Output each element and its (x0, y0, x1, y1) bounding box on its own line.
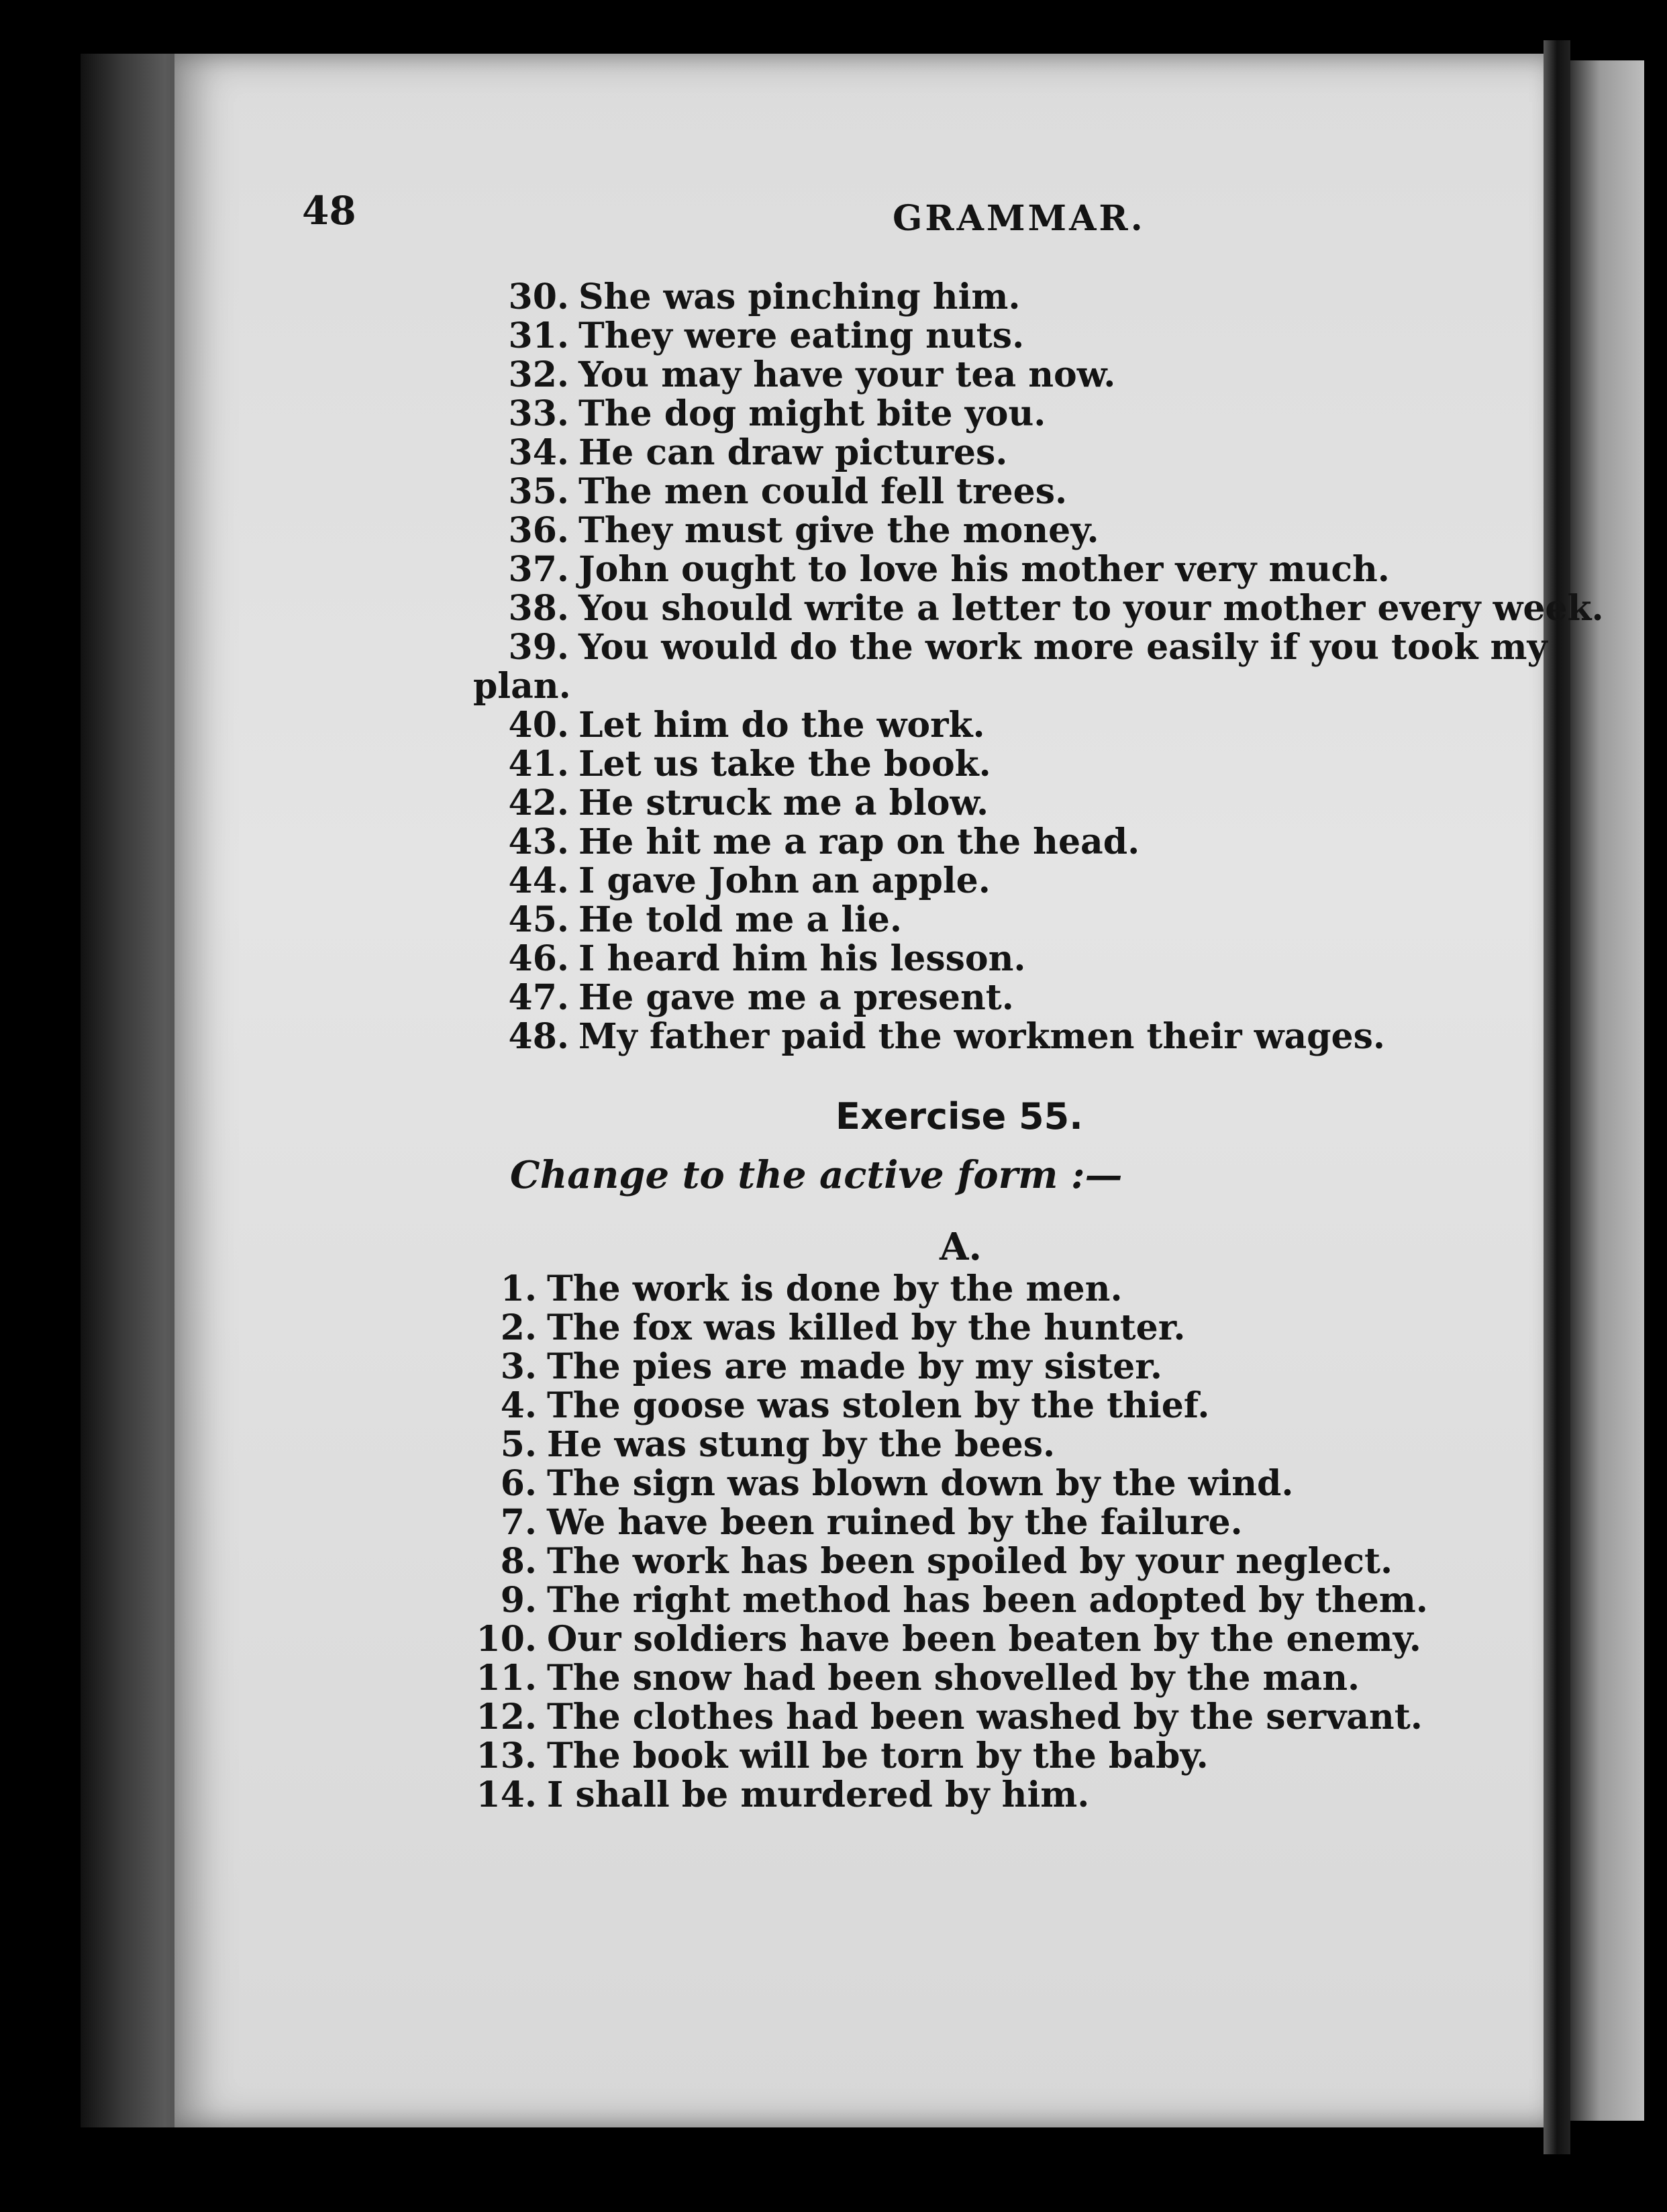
list-item-text: The sign was blown down by the wind. (547, 1463, 1294, 1504)
list-item-number: 10. (476, 1619, 537, 1660)
list-item-number: 37. (508, 549, 569, 590)
list-item-text: Our soldiers have been beaten by the enemy. (547, 1619, 1421, 1660)
list-item-number: 4. (500, 1385, 537, 1426)
list-item-text: Let him do the work. (578, 705, 985, 746)
list-item-text: You should write a letter to your mother every week. (578, 588, 1604, 629)
list-item-number: 41. (508, 744, 569, 785)
list-item-text: The dog might bite you. (578, 393, 1046, 434)
book-gutter (1544, 40, 1570, 2154)
list-item (473, 666, 571, 707)
list-item-text: I gave John an apple. (578, 860, 991, 901)
list-item-number: 48. (508, 1016, 569, 1057)
list-item-text: The men could fell trees. (578, 471, 1068, 512)
facing-page-edge (1570, 60, 1644, 2121)
list-item-number: 12. (476, 1697, 537, 1738)
list-item-number: 31. (508, 315, 569, 356)
list-item-text: He struck me a blow. (578, 783, 989, 823)
list-item-text: I heard him his lesson. (578, 938, 1026, 979)
list-item-number: 5. (500, 1424, 537, 1465)
list-item-number: 43. (508, 821, 569, 862)
list-item-text: The clothes had been washed by the servant. (547, 1697, 1423, 1738)
list-item-text: He gave me a present. (578, 977, 1014, 1018)
list-item-text: The pies are made by my sister. (547, 1346, 1162, 1387)
list-item-number: 36. (508, 510, 569, 551)
exercise-instruction: Change to the active form :— (510, 1153, 1123, 1197)
list-item-number: 38. (508, 588, 569, 629)
list-item-number: 34. (508, 432, 569, 473)
list-item-text: The fox was killed by the hunter. (547, 1307, 1186, 1348)
list-item-text: The goose was stolen by the thief. (547, 1385, 1210, 1426)
list-item-text: He was stung by the bees. (547, 1424, 1056, 1465)
list-item-number: 9. (500, 1580, 537, 1621)
list-item-number: 13. (476, 1736, 537, 1776)
list-item-text: The work has been spoiled by your neglect. (547, 1541, 1393, 1582)
list-item-number: 46. (508, 938, 569, 979)
list-item-number: 2. (500, 1307, 537, 1348)
list-item-number: 3. (500, 1346, 537, 1387)
list-item-text: The snow had been shovelled by the man. (547, 1658, 1360, 1699)
list-item-number: 14. (476, 1774, 537, 1815)
list-item-text: I shall be murdered by him. (547, 1774, 1090, 1815)
list-item-text: My father paid the workmen their wages. (578, 1016, 1385, 1057)
list-item-number: 32. (508, 354, 569, 395)
list-item-text: She was pinching him. (578, 276, 1021, 317)
list-item-number: 6. (500, 1463, 537, 1504)
list-item-text: He told me a lie. (578, 899, 902, 940)
list-item-text: He hit me a rap on the head. (578, 821, 1140, 862)
list-item-number: 8. (500, 1541, 537, 1582)
list-item-number: 47. (508, 977, 569, 1018)
list-item-number: 45. (508, 899, 569, 940)
list-item-number: 33. (508, 393, 569, 434)
list-item-text: The work is done by the men. (547, 1268, 1123, 1309)
page-number: 48 (302, 188, 356, 234)
list-item-text: The right method has been adopted by them. (547, 1580, 1428, 1621)
list-item-text: They were eating nuts. (578, 315, 1025, 356)
list-item-number: 30. (508, 276, 569, 317)
list-item-number: 11. (476, 1658, 537, 1699)
list-item-text: Let us take the book. (578, 744, 991, 785)
list-item-text: You may have your tea now. (578, 354, 1116, 395)
list-item-number: 44. (508, 860, 569, 901)
list-item-number: 42. (508, 783, 569, 823)
section-heading: A. (940, 1225, 982, 1269)
list-item-number: 7. (500, 1502, 537, 1543)
list-item-text: The book will be torn by the baby. (547, 1736, 1209, 1776)
list-item-text: He can draw pictures. (578, 432, 1008, 473)
list-item-number: 40. (508, 705, 569, 746)
exercise-heading: Exercise 55. (836, 1095, 1083, 1138)
running-head: GRAMMAR. (893, 198, 1146, 239)
list-item-text: John ought to love his mother very much. (578, 549, 1390, 590)
list-item-text: They must give the money. (578, 510, 1099, 551)
list-item-number: 1. (500, 1268, 537, 1309)
list-item-number: 39. (508, 627, 569, 668)
list-item-text: We have been ruined by the failure. (547, 1502, 1243, 1543)
list-item-text: You would do the work more easily if you took my (578, 627, 1548, 668)
list-item-number: 35. (508, 471, 569, 512)
list-item-continuation: plan. (473, 666, 571, 707)
